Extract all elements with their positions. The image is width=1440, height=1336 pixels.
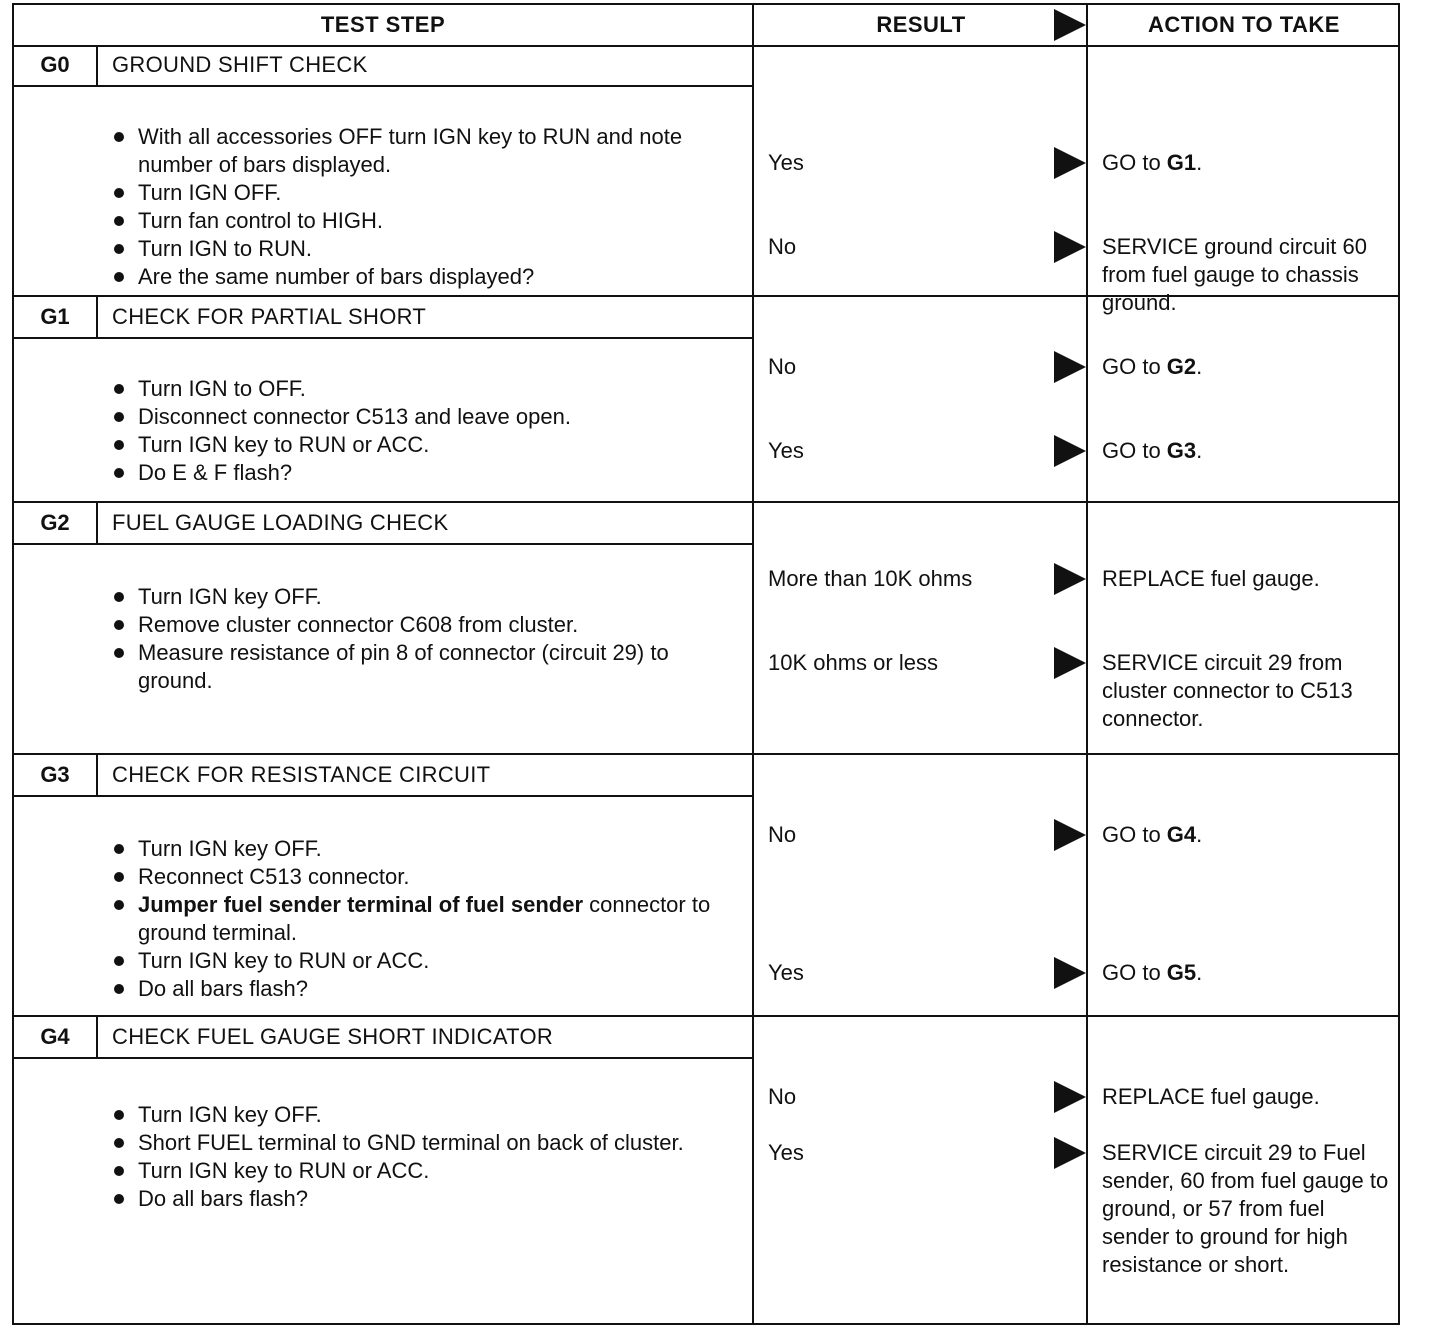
arrow-icon	[1054, 647, 1086, 679]
result-value: 10K ohms or less	[768, 650, 938, 675]
step-item	[110, 403, 740, 431]
arrow-icon	[1054, 563, 1086, 595]
step-text: Reconnect C513 connector.	[138, 864, 410, 889]
action-prefix: GO to	[1102, 960, 1167, 985]
step-text: Turn IGN OFF.	[138, 180, 282, 205]
action-suffix: .	[1196, 150, 1203, 175]
step-list	[110, 1101, 740, 1213]
header-test-step: TEST STEP	[320, 12, 446, 37]
step-text: connector to ground terminal.	[138, 892, 711, 945]
step-item	[110, 891, 740, 947]
step-item	[110, 1129, 740, 1157]
step-list	[110, 375, 740, 487]
step-text: Do all bars flash?	[138, 1186, 308, 1211]
step-item	[110, 975, 740, 1003]
action-prefix: REPLACE fuel gauge.	[1102, 1084, 1320, 1109]
step-item	[110, 179, 740, 207]
action-prefix: GO to	[1102, 822, 1167, 847]
bullet-icon	[114, 900, 124, 910]
step-text: Short FUEL terminal to GND terminal on back of cluster.	[138, 1130, 684, 1155]
header-action: ACTION TO TAKE	[1148, 12, 1340, 37]
action-text	[1102, 821, 1392, 849]
arrow-icon	[1054, 1137, 1086, 1169]
step-item	[110, 1185, 740, 1213]
action-step-ref: G1	[1166, 150, 1197, 175]
step-text: With all accessories OFF turn IGN key to RUN and note number of bars displayed.	[138, 124, 683, 177]
diagnostic-table	[12, 3, 1400, 1325]
step-text: Turn IGN key OFF.	[138, 584, 322, 609]
step-item	[110, 459, 740, 487]
action-suffix: .	[1196, 438, 1203, 463]
step-item	[110, 123, 740, 179]
step-text: Do E & F flash?	[138, 460, 293, 485]
bullet-icon	[114, 620, 124, 630]
action-text	[1102, 649, 1392, 733]
bullet-icon	[114, 384, 124, 394]
result-value: No	[768, 354, 797, 379]
action-step-ref: G4	[1166, 822, 1197, 847]
bullet-icon	[114, 956, 124, 966]
header-result: RESULT	[876, 12, 966, 37]
step-text: Turn IGN key OFF.	[138, 1102, 322, 1127]
step-id: G2	[14, 503, 98, 543]
action-prefix: SERVICE circuit 29 to Fuel sender, 60 from fuel gauge to ground, or 57 from fuel sender to ground for high resistance or short.	[1102, 1140, 1389, 1277]
step-title: CHECK FUEL GAUGE SHORT INDICATOR	[112, 1024, 554, 1049]
step-text: Turn IGN key OFF.	[138, 836, 322, 861]
table-header	[14, 5, 1398, 47]
step-text: Do all bars flash?	[138, 976, 308, 1001]
action-step-ref: G5	[1166, 960, 1197, 985]
arrow-icon	[1054, 957, 1086, 989]
step-item	[110, 207, 740, 235]
result-value: No	[768, 234, 797, 259]
action-prefix: REPLACE fuel gauge.	[1102, 566, 1320, 591]
step-text: Disconnect connector C513 and leave open.	[138, 404, 571, 429]
step-id: G3	[14, 755, 98, 795]
step-id: G1	[14, 297, 98, 337]
step-list	[110, 583, 740, 695]
step-title: CHECK FOR PARTIAL SHORT	[112, 304, 427, 329]
action-step-ref: G2	[1166, 354, 1197, 379]
result-value: Yes	[768, 960, 804, 985]
section-title-bar	[14, 503, 752, 545]
step-title: GROUND SHIFT CHECK	[112, 52, 368, 77]
action-text	[1102, 437, 1392, 465]
step-item	[110, 583, 740, 611]
step-text-bold: Jumper fuel sender terminal of fuel sender	[138, 892, 584, 917]
section-title-bar	[14, 755, 752, 797]
step-item	[110, 263, 740, 291]
result-value: More than 10K ohms	[768, 566, 973, 591]
action-suffix: .	[1196, 822, 1203, 847]
step-text: Measure resistance of pin 8 of connector (circuit 29) to ground.	[138, 640, 669, 693]
result-value: Yes	[768, 1140, 804, 1165]
action-prefix: SERVICE ground circuit 60 from fuel gauge to chassis ground.	[1102, 234, 1367, 315]
step-text: Are the same number of bars displayed?	[138, 264, 535, 289]
step-text: Turn IGN key to RUN or ACC.	[138, 1158, 430, 1183]
action-step-ref: G3	[1166, 438, 1197, 463]
step-item	[110, 235, 740, 263]
result-value: Yes	[768, 150, 804, 175]
bullet-icon	[114, 132, 124, 142]
step-text: Turn IGN to RUN.	[138, 236, 312, 261]
result-value: No	[768, 822, 797, 847]
action-prefix: GO to	[1102, 438, 1167, 463]
action-text	[1102, 149, 1392, 177]
bullet-icon	[114, 244, 124, 254]
bullet-icon	[114, 188, 124, 198]
action-text	[1102, 959, 1392, 987]
arrow-icon	[1054, 819, 1086, 851]
step-text: Turn IGN to OFF.	[138, 376, 306, 401]
arrow-icon	[1054, 351, 1086, 383]
action-text	[1102, 565, 1392, 593]
bullet-icon	[114, 1194, 124, 1204]
result-value: Yes	[768, 438, 804, 463]
step-item	[110, 375, 740, 403]
arrow-icon	[1054, 1081, 1086, 1113]
action-text	[1102, 353, 1392, 381]
step-list	[110, 123, 740, 291]
action-suffix: .	[1196, 960, 1203, 985]
step-list	[110, 835, 740, 1003]
arrow-icon	[1054, 231, 1086, 263]
action-prefix: GO to	[1102, 150, 1167, 175]
step-title: CHECK FOR RESISTANCE CIRCUIT	[112, 762, 491, 787]
bullet-icon	[114, 412, 124, 422]
step-text: Turn fan control to HIGH.	[138, 208, 383, 233]
step-item	[110, 835, 740, 863]
action-text	[1102, 1139, 1392, 1279]
result-value: No	[768, 1084, 797, 1109]
section-title-bar	[14, 1017, 752, 1059]
bullet-icon	[114, 468, 124, 478]
section-g1	[14, 297, 1398, 503]
section-g0	[14, 45, 1398, 315]
step-title: FUEL GAUGE LOADING CHECK	[112, 510, 449, 535]
step-text: Remove cluster connector C608 from cluster.	[138, 612, 579, 637]
step-id: G4	[14, 1017, 98, 1057]
bullet-icon	[114, 1166, 124, 1176]
arrow-icon	[1054, 147, 1086, 179]
step-item	[110, 1157, 740, 1185]
step-text: Turn IGN key to RUN or ACC.	[138, 948, 430, 973]
action-text	[1102, 1083, 1392, 1111]
step-item	[110, 863, 740, 891]
arrow-icon	[1054, 435, 1086, 467]
action-prefix: SERVICE circuit 29 from cluster connector to C513 connector.	[1102, 650, 1353, 731]
action-suffix: .	[1196, 354, 1203, 379]
bullet-icon	[114, 844, 124, 854]
section-g2	[14, 503, 1398, 755]
bullet-icon	[114, 872, 124, 882]
step-item	[110, 947, 740, 975]
bullet-icon	[114, 592, 124, 602]
step-text: Turn IGN key to RUN or ACC.	[138, 432, 430, 457]
action-prefix: GO to	[1102, 354, 1167, 379]
bullet-icon	[114, 984, 124, 994]
section-g3	[14, 755, 1398, 1017]
step-item	[110, 611, 740, 639]
bullet-icon	[114, 272, 124, 282]
step-id: G0	[14, 45, 98, 85]
bullet-icon	[114, 648, 124, 658]
step-item	[110, 639, 740, 695]
bullet-icon	[114, 1138, 124, 1148]
bullet-icon	[114, 440, 124, 450]
section-title-bar	[14, 297, 752, 339]
section-title-bar	[14, 45, 752, 87]
step-item	[110, 1101, 740, 1129]
section-g4	[14, 1017, 1398, 1327]
header-arrow-icon	[1054, 9, 1086, 41]
step-item	[110, 431, 740, 459]
bullet-icon	[114, 216, 124, 226]
bullet-icon	[114, 1110, 124, 1120]
